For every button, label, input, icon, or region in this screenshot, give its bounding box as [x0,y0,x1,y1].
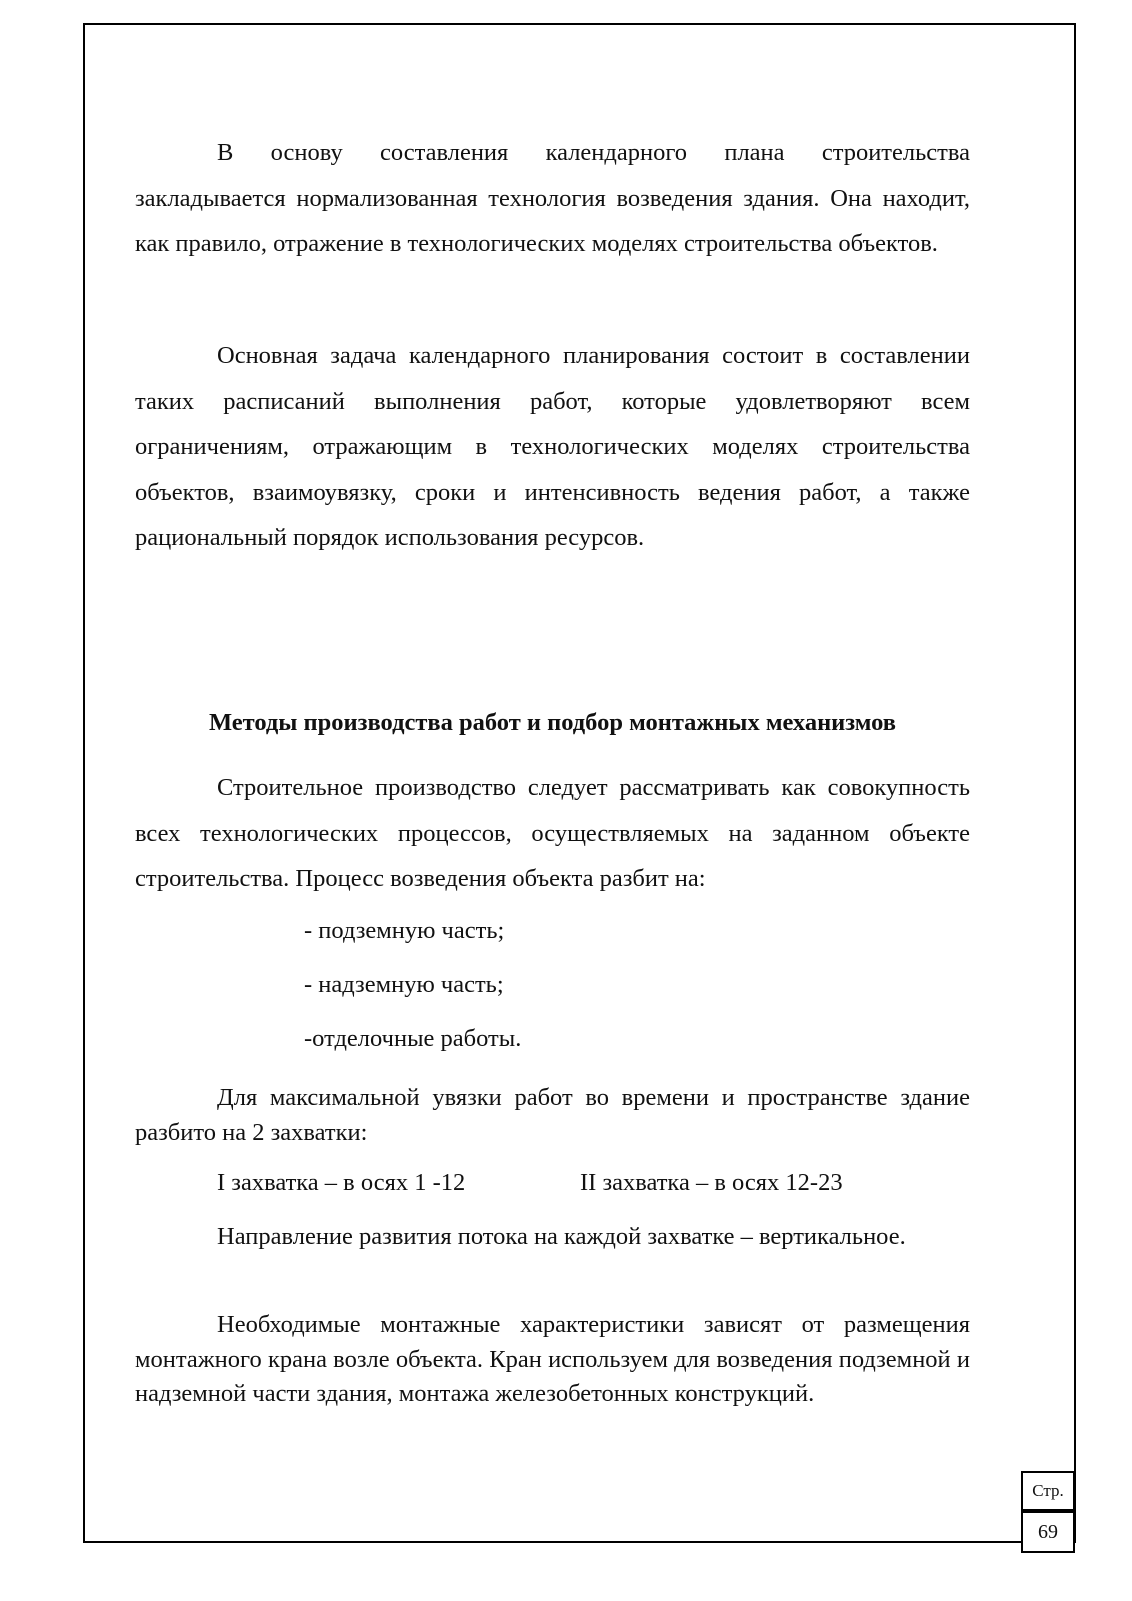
paragraph-planning-task: Основная задача календарного планирования состоит в составлении таких расписаний выполнения работ, которые удовлетворяют всем ограничениям, отражающим в технологических моделях строительства объектов, взаимоувязку, сроки и интенсивность ведения работ, а также рациональный порядок использования ресурсов. [135,342,970,551]
page-number: 69 [1021,1511,1075,1553]
page-label: Стр. [1021,1471,1075,1511]
paragraph-crane-characteristics: Необходимые монтажные характеристики зависят от размещения монтажного крана возле объекта. Кран используем для возведения подземной и надземной части здания, монтажа железобетонных конструкций. [135,1311,970,1407]
zone-1: I захватка – в осях 1 -12 [217,1169,466,1196]
list-item-aboveground: - надземную часть; [304,971,504,998]
paragraph-flow-direction: Направление развития потока на каждой захватке – вертикальное. [217,1223,906,1250]
paragraph-construction-production: Строительное производство следует рассматривать как совокупность всех технологических процессов, осуществляемых на заданном объекте строительства. Процесс возведения объекта разбит на: [135,774,970,892]
list-item-underground: - подземную часть; [304,917,505,944]
zone-2: II захватка – в осях 12-23 [580,1169,843,1196]
list-item-finishing: -отделочные работы. [304,1025,522,1052]
zones-line [217,1168,843,1198]
paragraph-calendar-plan-basis: В основу составления календарного плана строительства закладывается нормализованная технология возведения здания. Она находит, как правило, отражение в технологических моделях строительства объектов. [135,139,970,257]
section-heading: Методы производства работ и подбор монтажных механизмов [208,709,897,736]
paragraph-work-zones: Для максимальной увязки работ во времени и пространстве здание разбито на 2 захватки: [135,1084,970,1146]
